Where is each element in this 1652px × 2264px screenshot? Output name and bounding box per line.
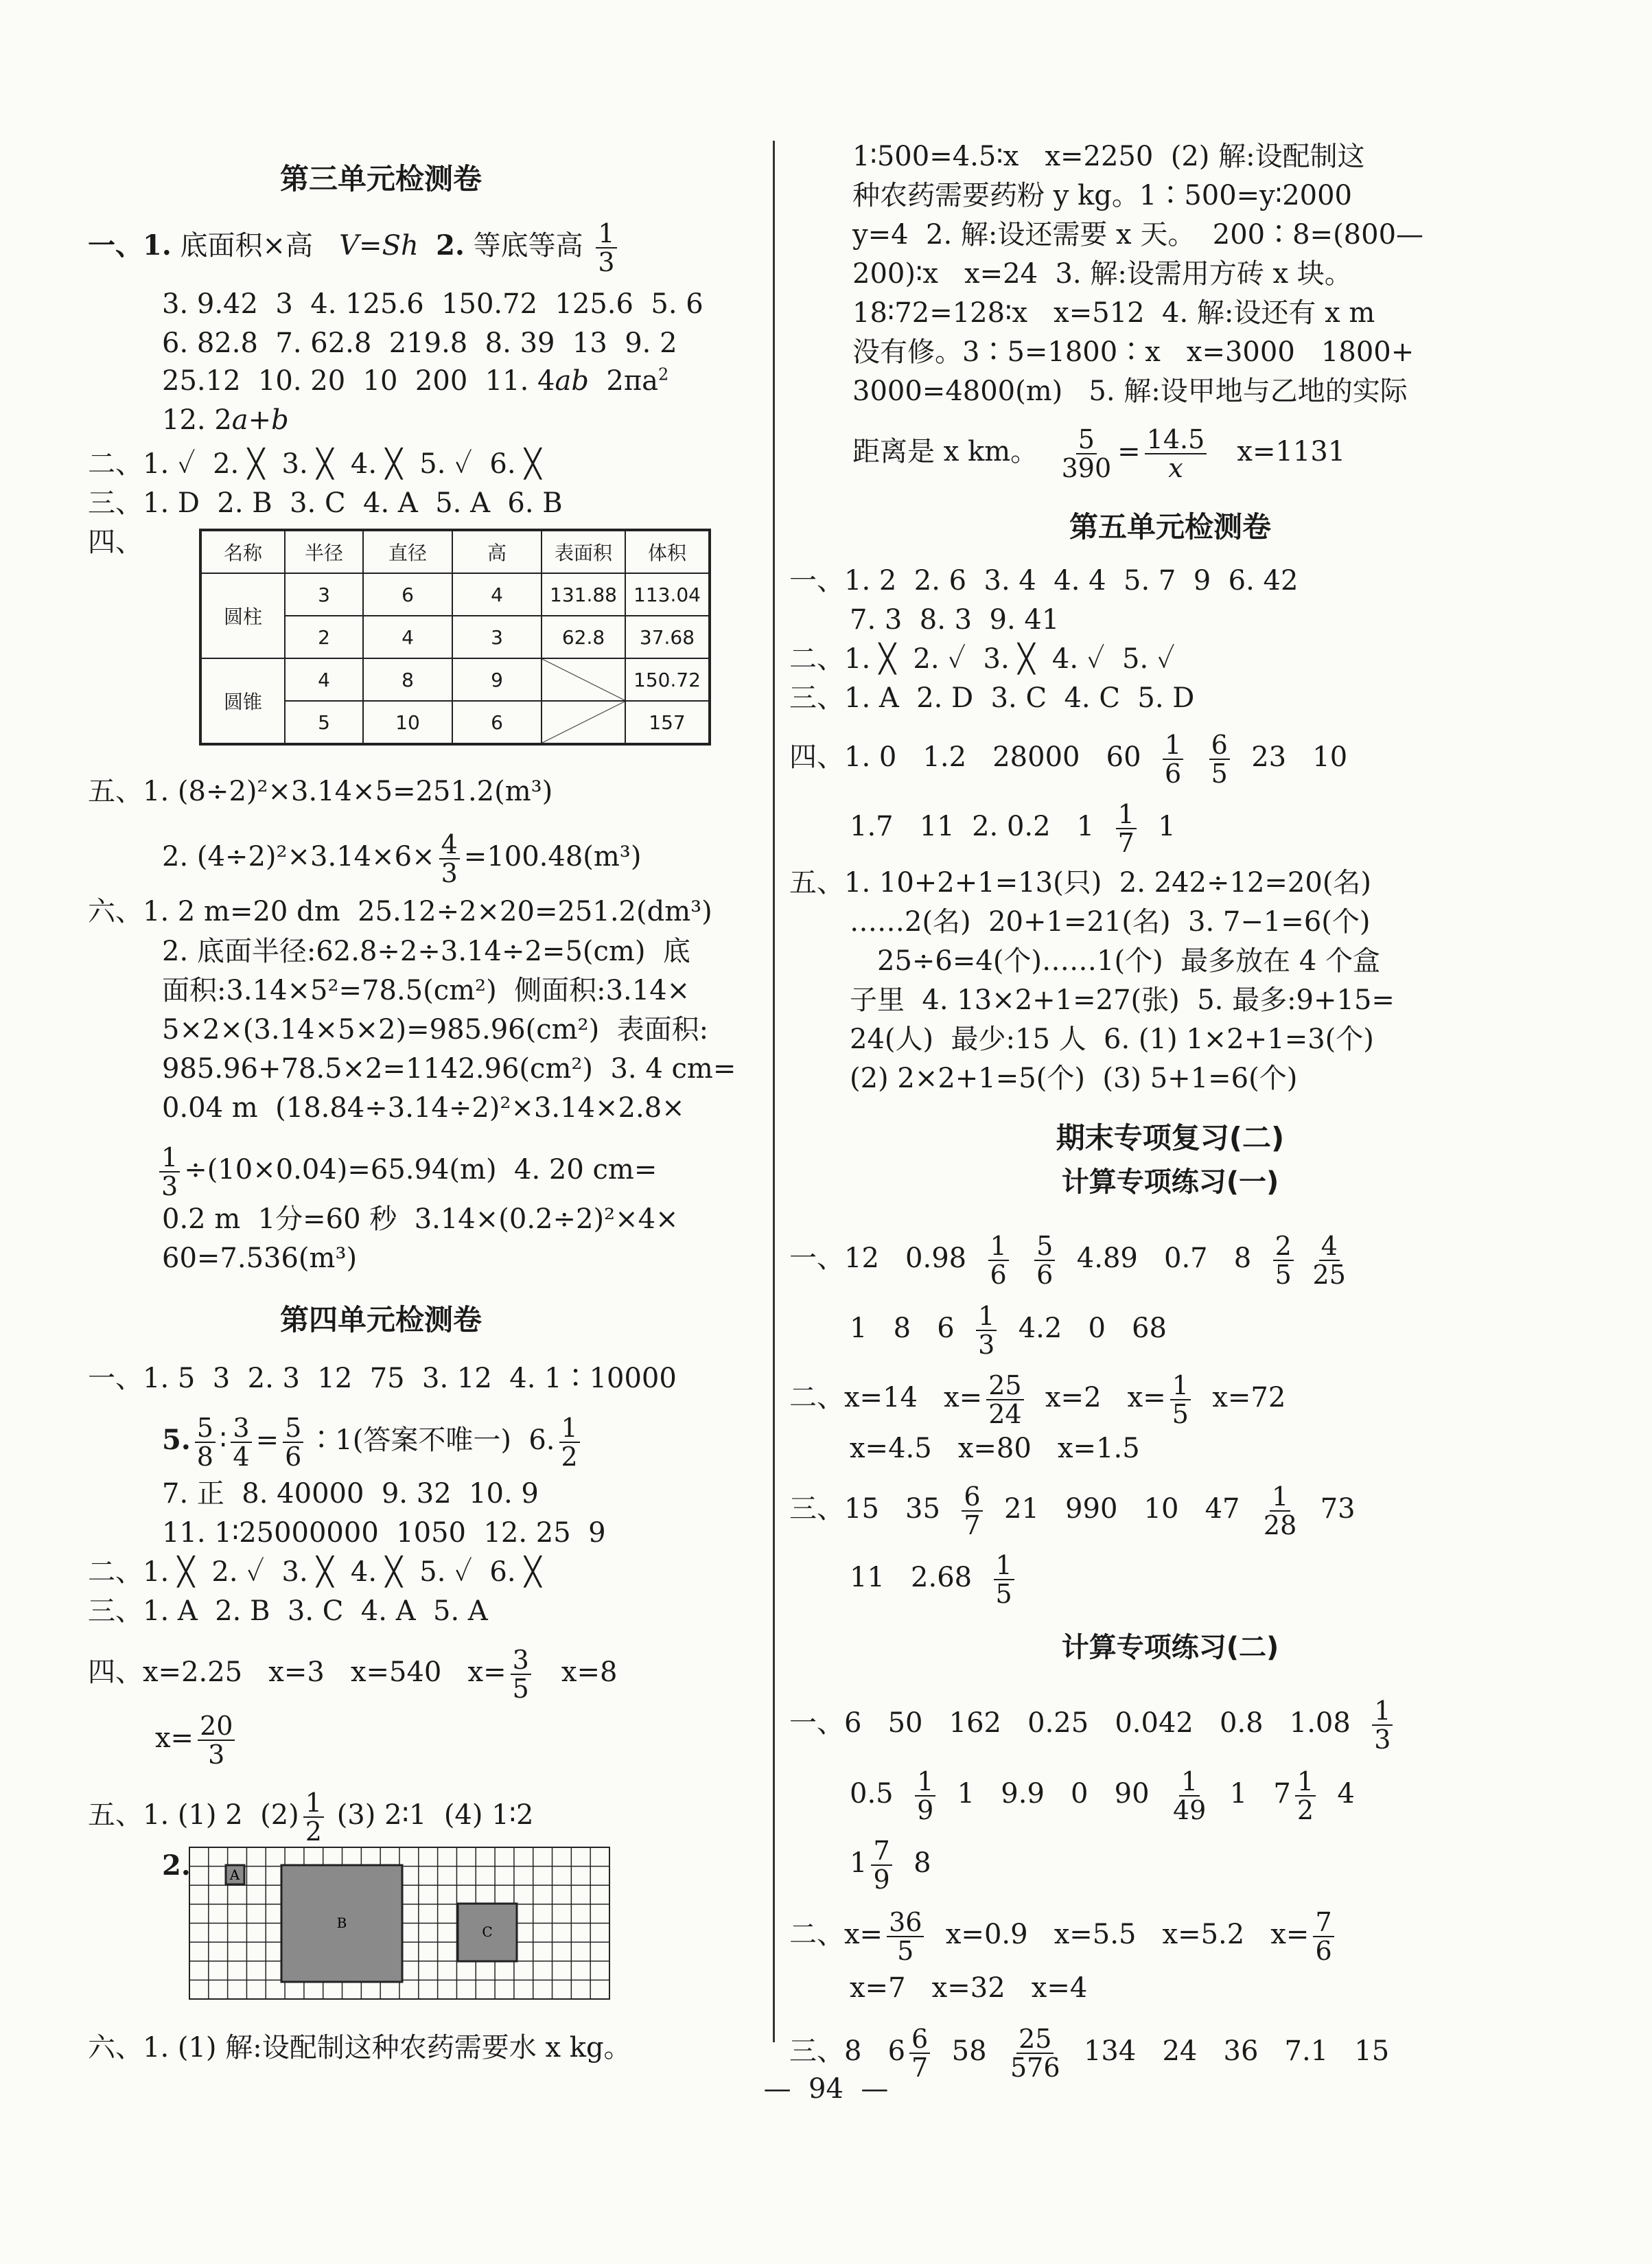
review-b-line3: 1 $\frac{7}{9}$ 8	[850, 1836, 931, 1895]
review-b-section2-l2: x=7 x=32 x=4	[850, 1972, 1088, 2004]
unit4-line3: 7. 正 8. 40000 9. 32 10. 9	[162, 1478, 539, 1510]
review-a-section3-l1: 三、15 35 $\frac{6}{7}$ 21 990 10 47 $\frac{1}{28}$ 73	[789, 1481, 1356, 1540]
fraction: $\frac{1}{3}$	[1372, 1697, 1393, 1753]
fraction: $\frac{1}{3}$	[159, 1144, 180, 1200]
table-header: 名称	[200, 530, 285, 573]
fraction: $\frac{1}{9}$	[915, 1768, 935, 1824]
unit5-line2: 7. 3 8. 3 9. 41	[850, 604, 1060, 636]
unit5-section5-l5: 24(人) 最少:15 人 6. (1) 1×2+1=3(个)	[850, 1024, 1374, 1055]
fraction: $\frac{36}{5}$	[887, 1908, 924, 1965]
table-row: 圆锥 4 8 9 150.72	[200, 658, 710, 701]
unit5-section5-l1: 五、1. 10+2+1=13(只) 2. 242÷12=20(名)	[789, 867, 1372, 899]
table-row: 圆柱 3 6 4 131.88 113.04	[200, 573, 710, 616]
review-a-section2-l1: 二、x=14 x= $\frac{25}{24}$ x=2 x= $\frac{1}{5}$ x=72	[789, 1370, 1286, 1429]
review-subtitle-2: 计算专项练习(二)	[1061, 1632, 1279, 1663]
page-number: — 94 —	[763, 2073, 889, 2105]
unit3-section3: 三、1. D 2. B 3. C 4. A 5. A 6. B	[88, 487, 563, 519]
fraction: $\frac{1}{7}$	[1116, 800, 1137, 857]
unit4-section5-q1: 五、1. (1) 2 (2) $\frac{1}{2}$ (3) 2∶1 (4) 1∶2	[88, 1788, 534, 1847]
unit4-section3: 三、1. A 2. B 3. C 4. A 5. A	[88, 1595, 488, 1627]
fraction: $\frac{3}{5}$	[511, 1646, 531, 1702]
unit3-section6-l6: 0.04 m (18.84÷3.14÷2)²×3.14×2.8×	[162, 1092, 685, 1124]
unit4-line2: 5. $\frac{5}{8}$ ∶ $\frac{3}{4}$ = $\frac{5}{6}$ ∶1(答案不唯一) 6. $\frac{1}{2}$	[162, 1414, 584, 1470]
review-a-line1: 一、12 0.98 $\frac{1}{6}$ $\frac{5}{6}$ 4.89 0.7 8 $\frac{2}{5}$ $\frac{4}{25}$	[789, 1232, 1352, 1289]
unit3-line1: 一、1. 底面积×高 V=Sh 2. 等底等高 $\frac{1}{3}$	[88, 220, 621, 276]
fraction: $\frac{5}{390}$	[1061, 424, 1112, 483]
review-a-section2-l2: x=4.5 x=80 x=1.5	[850, 1433, 1140, 1464]
fraction: $\frac{5}{6}$	[1034, 1232, 1055, 1289]
unit5-section5-l6: (2) 2×2+1=5(个) (3) 5+1=6(个)	[850, 1063, 1298, 1094]
cont-line4: 200)∶x x=24 3. 解:设需用方砖 x 块。	[852, 258, 1352, 290]
unit3-section5-q2: 2. (4÷2)²×3.14×6× $\frac{4}{3}$ =100.48(m³)	[162, 829, 642, 888]
cont-line3: y=4 2. 解:设还需要 x 天。 200∶8=(800—	[852, 219, 1424, 251]
unit4-title: 第四单元检测卷	[279, 1303, 482, 1337]
fraction: $\frac{1}{6}$	[988, 1232, 1009, 1289]
table-row: 2 4 3 62.8 37.68	[200, 616, 710, 658]
review-a-section3-l2: 11 2.68 $\frac{1}{5}$	[850, 1551, 1019, 1608]
fraction: $\frac{5}{6}$	[283, 1414, 303, 1470]
review-b-line1: 一、6 50 162 0.25 0.042 0.8 1.08 $\frac{1}{3}$	[789, 1697, 1397, 1753]
table-header: 半径	[285, 530, 363, 573]
label-c: C	[482, 1924, 493, 1940]
unit3-section2: 二、1. ✓ 2. ╳ 3. ╳ 4. ╳ 5. ✓ 6. ╳	[88, 448, 542, 480]
review-b-section2-l1: 二、x= $\frac{36}{5}$ x=0.9 x=5.5 x=5.2 x= $\frac{7}{6}$	[789, 1908, 1338, 1965]
diagonal-cell	[542, 701, 625, 744]
review-a-line2: 1 8 6 $\frac{1}{3}$ 4.2 0 68	[850, 1301, 1167, 1360]
fraction: $\frac{1}{2}$	[303, 1789, 324, 1845]
fraction: $\frac{25}{24}$	[986, 1372, 1023, 1428]
cont-line6: 没有修。3∶5=1800∶x x=3000 1800+	[852, 336, 1415, 368]
table-group-label: 圆柱	[200, 573, 285, 658]
fraction: $\frac{1}{5}$	[1170, 1372, 1191, 1428]
table-group-label: 圆锥	[200, 658, 285, 744]
fraction: $\frac{1}{2}$	[559, 1414, 580, 1470]
fraction: $\frac{1}{6}$	[1163, 731, 1183, 787]
table-header: 直径	[363, 530, 452, 573]
unit4-line4: 11. 1∶25000000 1050 12. 25 9	[162, 1517, 606, 1549]
table-header: 体积	[625, 530, 710, 573]
table-header: 表面积	[542, 530, 625, 573]
label-a: A	[229, 1867, 240, 1883]
fraction: $\frac{20}{3}$	[198, 1712, 235, 1768]
unit4-section5-q2: 2.	[162, 1849, 191, 1882]
fraction: $\frac{1}{5}$	[994, 1551, 1014, 1608]
fraction: $\frac{1}{2}$	[1295, 1768, 1316, 1824]
unit3-section6-l3: 面积:3.14×5²=78.5(cm²) 侧面积:3.14×	[162, 975, 690, 1006]
fraction: $\frac{6}{5}$	[1209, 731, 1230, 787]
fraction: $\frac{1}{28}$	[1263, 1481, 1297, 1540]
unit3-title: 第三单元检测卷	[279, 162, 482, 196]
unit5-section5-l2: ……2(名) 20+1=21(名) 3. 7−1=6(个)	[850, 906, 1371, 938]
unit3-section6-l5: 985.96+78.5×2=1142.96(cm²) 3. 4 cm=	[162, 1053, 736, 1085]
fraction: $\frac{5}{8}$	[195, 1414, 216, 1470]
unit3-line3: 6. 82.8 7. 62.8 219.8 8. 39 13 9. 2	[162, 327, 677, 359]
review-b-line2: 0.5 $\frac{1}{9}$ 1 9.9 0 90 $\frac{1}{49}$ 1 7 $\frac{1}{2}$ 4	[850, 1766, 1355, 1825]
cont-line2: 种农药需要药粉 y kg。1∶500=y∶2000	[852, 180, 1352, 211]
table-header-row	[200, 530, 710, 573]
fraction: $\frac{1}{3}$	[596, 220, 616, 276]
unit3-section6-l7: $\frac{1}{3}$ ÷(10×0.04)=65.94(m) 4. 20 cm=	[155, 1144, 657, 1200]
cont-line8: 距离是 x km。 $\frac{5}{390}$ = $\frac{14.5}{x}$ x=1131	[852, 424, 1346, 483]
cont-line7: 3000=4800(m) 5. 解:设甲地与乙地的实际	[852, 376, 1408, 407]
column-divider	[773, 141, 775, 2042]
fraction: $\frac{4}{25}$	[1312, 1231, 1346, 1290]
fraction: $\frac{6}{7}$	[962, 1483, 982, 1539]
unit4-section4-l1: 四、x=2.25 x=3 x=540 x= $\frac{3}{5}$ x=8	[88, 1645, 618, 1704]
diagonal-cell	[542, 658, 625, 701]
fraction: $\frac{7}{6}$	[1313, 1908, 1334, 1965]
unit5-section5-l3: 25÷6=4(个)……1(个) 最多放在 4 个盒	[877, 945, 1381, 977]
cont-line1: 1∶500=4.5∶x x=2250 (2) 解:设配制这	[852, 141, 1365, 172]
unit5-section5-l4: 子里 4. 13×2+1=27(张) 5. 最多:9+15=	[850, 984, 1395, 1016]
unit4-section6: 六、1. (1) 解:设配制这种农药需要水 x kg。	[88, 2032, 631, 2064]
unit3-section6-l8: 0.2 m 1分=60 秒 3.14×(0.2÷2)²×4×	[162, 1203, 679, 1235]
unit3-line5: 12. 2a+b	[162, 404, 289, 436]
unit3-line2: 3. 9.42 3 4. 125.6 150.72 125.6 5. 6	[162, 288, 703, 320]
fraction: $\frac{3}{4}$	[231, 1414, 251, 1470]
unit4-section2: 二、1. ╳ 2. ✓ 3. ╳ 4. ╳ 5. ✓ 6. ╳	[88, 1556, 542, 1588]
fraction: $\frac{1}{49}$	[1172, 1766, 1207, 1825]
unit4-line1: 一、1. 5 3 2. 3 12 75 3. 12 4. 1∶10000	[88, 1363, 677, 1394]
fraction: $\frac{7}{9}$	[871, 1837, 892, 1893]
unit5-title: 第五单元检测卷	[1069, 510, 1271, 544]
unit3-table	[199, 529, 711, 746]
unit3-section4-label: 四、	[88, 527, 143, 558]
table-header: 高	[452, 530, 542, 573]
unit3-section6-l9: 60=7.536(m³)	[162, 1243, 358, 1274]
review-title: 期末专项复习(二)	[1056, 1121, 1285, 1155]
label-b: B	[336, 1915, 347, 1931]
fraction: $\frac{25}{576}$	[1010, 2024, 1060, 2083]
table-row: 5 10 6 157	[200, 701, 710, 744]
unit3-line4: 25.12 10. 20 10 200 11. 4ab $2\pi a^2$	[162, 365, 669, 397]
unit3-section6-l4: 5×2×(3.14×5×2)=985.96(cm²) 表面积:	[162, 1014, 709, 1046]
unit5-section4-l2: 1.7 11 2. 0.2 1 $\frac{1}{7}$ 1	[850, 799, 1176, 858]
fraction: $\frac{2}{5}$	[1273, 1232, 1294, 1289]
fraction: $\frac{6}{7}$	[909, 2025, 930, 2081]
review-subtitle-1: 计算专项练习(一)	[1061, 1166, 1279, 1198]
fraction: $\frac{1}{3}$	[976, 1302, 997, 1359]
cont-line5: 18∶72=128∶x x=512 4. 解:设还有 x m	[852, 297, 1375, 329]
unit3-section6-l2: 2. 底面半径:62.8÷2÷3.14÷2=5(cm) 底	[162, 936, 690, 967]
grid-diagram	[189, 1847, 614, 2005]
unit3-section6-l1: 六、1. 2 m=20 dm 25.12÷2×20=251.2(dm³)	[88, 896, 712, 927]
unit3-section5-q1: 五、1. (8÷2)²×3.14×5=251.2(m³)	[88, 776, 553, 807]
fraction: $\frac{14.5}{x}$	[1145, 426, 1207, 482]
unit5-section4-l1: 四、1. 0 1.2 28000 60 $\frac{1}{6}$ $\frac{6}{5}$ 23 10	[789, 730, 1348, 789]
unit5-line1: 一、1. 2 2. 6 3. 4 4. 4 5. 7 9 6. 42	[789, 565, 1299, 597]
fraction: $\frac{4}{3}$	[439, 831, 460, 887]
review-b-section3: 三、8 6 $\frac{6}{7}$ 58 $\frac{25}{576}$ 134 24 36 7.1 15	[789, 2024, 1390, 2083]
unit5-section2: 二、1. ╳ 2. ✓ 3. ╳ 4. ✓ 5. ✓	[789, 643, 1175, 675]
unit4-section4-l2: x= $\frac{20}{3}$	[155, 1712, 239, 1768]
unit5-section3: 三、1. A 2. D 3. C 4. C 5. D	[789, 682, 1195, 714]
